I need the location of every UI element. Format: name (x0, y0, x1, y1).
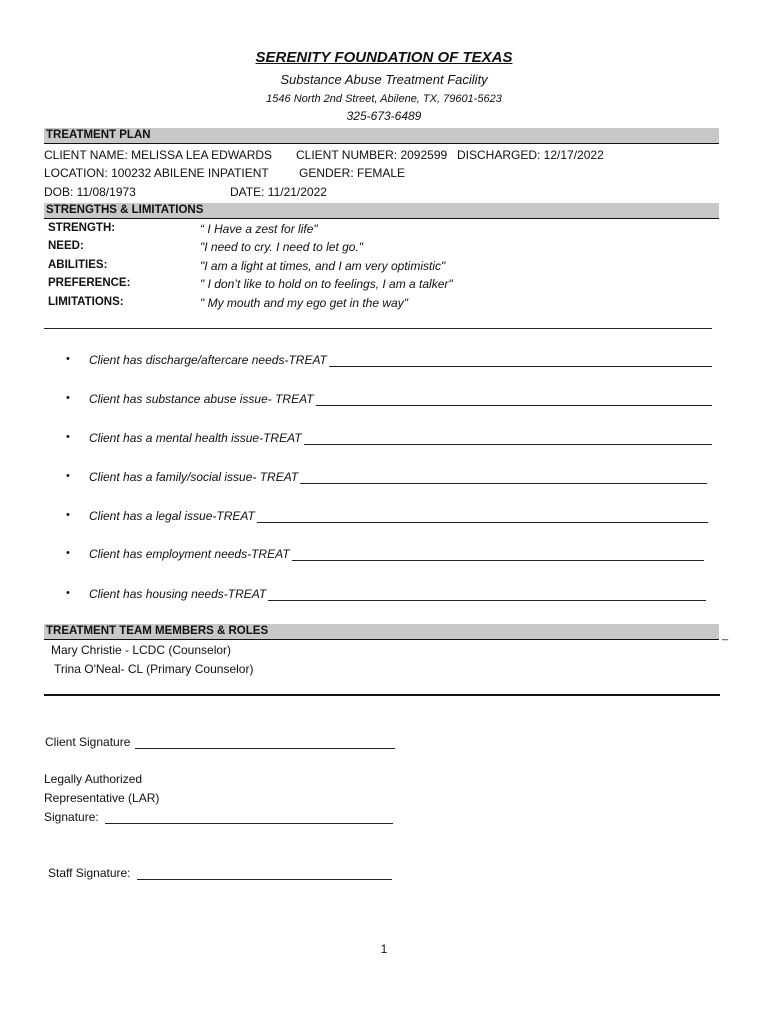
need-text: Client has a family/social issue- TREAT (89, 470, 299, 484)
bullet-icon: • (66, 470, 70, 482)
abilities-value: "I am a light at times, and I am very optimistic" (200, 259, 446, 273)
need-item (66, 509, 708, 525)
team-band-tail: _ (722, 629, 729, 641)
need-text: Client has employment needs-TREAT (89, 547, 290, 561)
gender: GENDER: FEMALE (299, 166, 406, 180)
need-item (66, 587, 706, 603)
need-text: Client has a legal issue-TREAT (89, 509, 255, 523)
need-text: Client has discharge/aftercare needs-TREAT (89, 353, 327, 367)
need-text: Client has a mental health issue-TREAT (89, 431, 302, 445)
discharged-date: DISCHARGED: 12/17/2022 (457, 148, 604, 162)
bullet-icon: • (66, 431, 70, 443)
abilities-label: ABILITIES: (48, 259, 108, 271)
team-band (44, 624, 719, 640)
org-subtitle: Substance Abuse Treatment Facility (280, 72, 488, 87)
client-signature-label: Client Signature (45, 735, 131, 749)
bullet-icon: • (66, 392, 70, 404)
limitations-label: LIMITATIONS: (48, 296, 124, 308)
page-number: 1 (380, 942, 388, 956)
lar-signature-line[interactable] (105, 823, 393, 824)
staff-signature-label: Staff Signature: (48, 866, 131, 880)
strengths-title: STRENGTHS & LIMITATIONS (46, 204, 204, 216)
treatment-plan-title: TREATMENT PLAN (46, 129, 151, 141)
preference-value: " I don’t like to hold on to feelings, I am a talker" (200, 277, 453, 291)
strength-label: STRENGTH: (48, 222, 116, 234)
location: LOCATION: 100232 ABILENE INPATIENT (44, 166, 269, 180)
lar-label-line2: Representative (LAR) (44, 791, 160, 805)
need-text: Client has substance abuse issue- TREAT (89, 392, 314, 406)
team-member: Mary Christie - LCDC (Counselor) (51, 643, 232, 657)
bullet-icon: • (66, 587, 70, 599)
strength-value: “ I Have a zest for life" (200, 222, 318, 236)
org-address: 1546 North 2nd Street, Abilene, TX, 79601-5623 (266, 93, 502, 105)
org-name: SERENITY FOUNDATION OF TEXAS (255, 49, 513, 66)
preference-label: PREFERENCE: (48, 277, 131, 289)
org-phone: 325-673-6489 (346, 109, 422, 123)
client-signature-line[interactable] (135, 748, 395, 749)
limitations-value: " My mouth and my ego get in the way" (200, 296, 408, 310)
need-text: Client has housing needs-TREAT (89, 587, 267, 601)
need-item (66, 470, 707, 486)
treatment-plan-band (44, 128, 719, 144)
team-member: Trina O'Neal- CL (Primary Counselor) (54, 662, 254, 676)
bullet-icon: • (66, 353, 70, 365)
team-title: TREATMENT TEAM MEMBERS & ROLES (46, 625, 269, 637)
need-item (66, 353, 712, 369)
dob: DOB: 11/08/1973 (44, 185, 136, 199)
need-value: "I need to cry. I need to let go." (200, 240, 364, 254)
staff-signature-line[interactable] (137, 879, 392, 880)
lar-label-line1: Legally Authorized (44, 772, 143, 786)
need-item (66, 392, 712, 408)
client-number: CLIENT NUMBER: 2092599 (296, 148, 448, 162)
need-item (66, 431, 712, 447)
team-divider (44, 694, 720, 696)
need-label: NEED: (48, 240, 84, 252)
bullet-icon: • (66, 509, 70, 521)
lar-signature-label: Signature: (44, 810, 99, 824)
client-name: CLIENT NAME: MELISSA LEA EDWARDS (44, 148, 273, 162)
need-item (66, 547, 704, 563)
strengths-band (44, 203, 719, 219)
section-divider (44, 328, 712, 329)
bullet-icon: • (66, 547, 70, 559)
plan-date: DATE: 11/21/2022 (230, 185, 327, 199)
